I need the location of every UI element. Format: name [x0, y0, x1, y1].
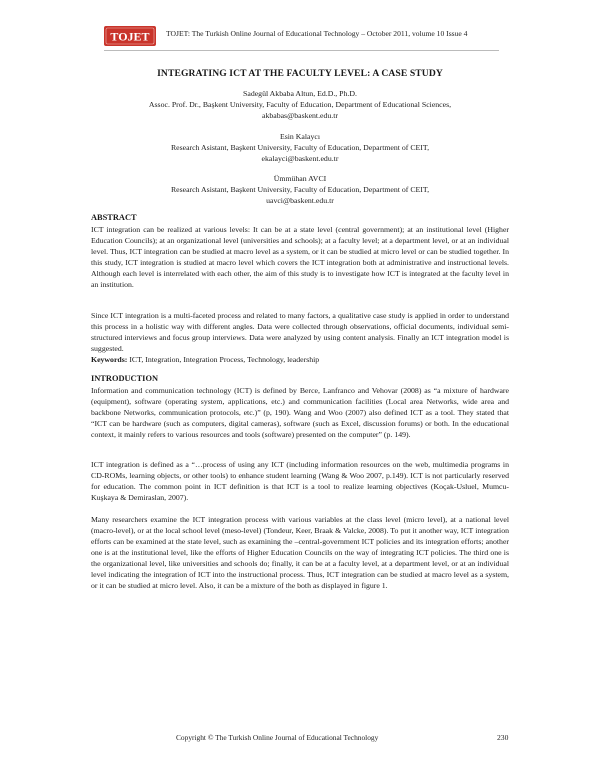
abstract-paragraph-2: [91, 310, 509, 365]
author-name: Esin Kalaycı: [279, 132, 321, 141]
journal-line: TOJET: The Turkish Online Journal of Educational Technology – October 2011, volume 10 Issue 4: [166, 29, 468, 38]
author-name: Sadegül Akbaba Altun, Ed.D., Ph.D.: [243, 89, 357, 98]
author-name: Ümmühan AVCI: [273, 174, 327, 183]
footer-copyright: Copyright © The Turkish Online Journal of Educational Technology: [176, 733, 379, 742]
author-email: akbabas@baskent.edu.tr: [261, 111, 339, 120]
author-2: [0, 131, 600, 164]
author-affiliation: Assoc. Prof. Dr., Başkent University, Faculty of Education, Department of Educational Sciences,: [148, 100, 452, 109]
author-3: [0, 173, 600, 206]
page-number: 230: [497, 733, 509, 742]
keywords-text: ICT, Integration, Integration Process, Technology, leadership: [127, 355, 320, 364]
header-divider: [104, 50, 499, 51]
abstract-heading: ABSTRACT: [91, 213, 137, 222]
logo-text: TOJET: [110, 29, 150, 44]
author-email: ekalayci@baskent.edu.tr: [261, 154, 339, 163]
keywords-label: Keywords:: [91, 355, 128, 364]
author-1: [0, 88, 600, 121]
author-email: uavci@baskent.edu.tr: [266, 196, 334, 205]
author-affiliation: Research Asistant, Başkent University, Faculty of Education, Department of CEIT,: [170, 185, 430, 194]
abstract-paragraph-1: ICT integration can be realized at various levels: It can be at a state level (central government); at an institutional level (Higher Education Councils); at an organizational level (universities and schools); at a faculty level; at a department level, or at an individual level. Thus, ICT integration can be studied at macro level as a system, or it can be studied at micro level or can be studied together. In this study, ICT integration is studied at macro level which covers the ICT integration both at administrative and instructional levels. Although each level is interrelated with each other, the aim of this study is to investigate how ICT is integrated at the faculty level in an institution.: [91, 225, 509, 289]
abstract-paragraph-2-text: Since ICT integration is a multi-faceted process and related to many factors, a qualitative case study is applied in order to understand this process in a holistic way with different angles. Data were collected through observations, official documents, individual semi-structured interviews and focus group interviews. Data were analyzed by using content analysis. Finally an ICT integration model is suggested.: [91, 311, 509, 353]
paper-title: INTEGRATING ICT AT THE FACULTY LEVEL: A CASE STUDY: [157, 68, 443, 79]
intro-paragraph-3: Many researchers examine the ICT integration process with various variables at the class level (micro level), at a national level (macro-level), or at the local school level (meso-level) (Tondeur, Keer, Braak & Valcke, 2008). To put it another way, ICT integration efforts can be examined at the state level, such as examining the –central-government ICT policies and its integration efforts; another one is at the institutional level, like the efforts of Higher Education Councils on the way of integrating ICT policies. The third one is the organizational level, like universities and schools do; finally, it can be at a faculty level, at a department level, or at an individual level indicating the integration of ICT into the instructional process. Thus, ICT integration can be studied at macro level as a system, or it can be studied at micro level. Also, it can be a mixture of the both as displayed in figure 1.: [91, 515, 509, 590]
author-affiliation: Research Asistant, Başkent University, Faculty of Education, Department of CEIT,: [170, 143, 430, 152]
intro-paragraph-1: Information and communication technology (ICT) is defined by Berce, Lanfranco and Vehovar (2008) as “a mixture of hardware (equipment), software (operating system, applications, etc.) and communication facilities (Local area Networks, wide area and backbone Networks, communication protocols, etc.)” (p, 190). Wang and Woo (2007) also defined ICT as a tool. They stated that “ICT can be hardware (such as computers, digital cameras), software (such as Excel, discussion forums) or both. In the educational context, it mainly refers to various resources and tools (software) presented on the computer” (p. 149).: [91, 386, 509, 439]
introduction-heading: INTRODUCTION: [91, 374, 159, 383]
intro-paragraph-2: ICT integration is defined as a “…process of using any ICT (including information resources on the web, multimedia programs in CD-ROMs, learning objects, or other tools) to enhance student learning (Wang & Woo 2007, p.149). ICT is not particularly reserved for education. The common point in ICT definition is that ICT is a tool to realize learning objectives (Koçak-Usluel, Mumcu-Kuşkaya & Demiraslan, 2007).: [91, 460, 509, 502]
tojet-logo: [104, 24, 158, 48]
journal-header: [104, 24, 504, 48]
